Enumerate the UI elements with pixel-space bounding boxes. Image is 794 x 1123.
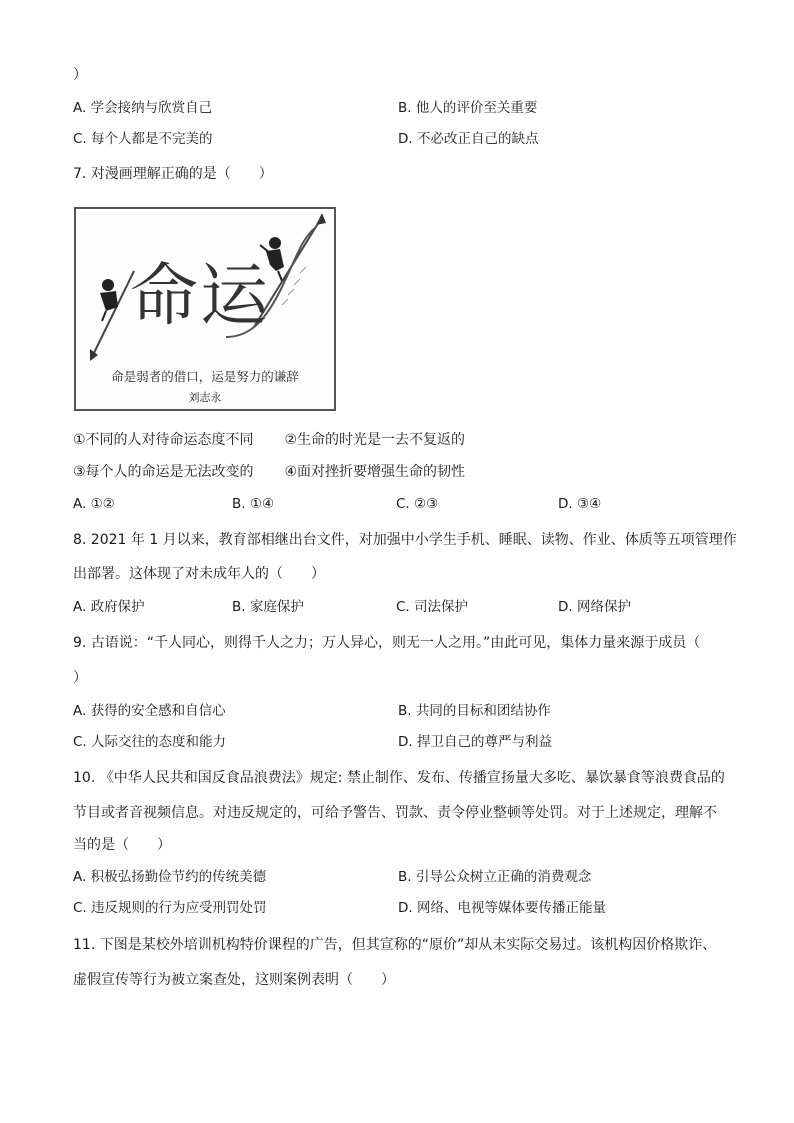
q7-option-a[interactable]: A. ①② — [73, 496, 115, 512]
q10-option-a[interactable]: A. 积极弘扬勤俭节约的传统美德 — [73, 869, 267, 885]
q11-stem-line2: 虚假宣传等行为被立案查处，这则案例表明（ ） — [73, 972, 395, 988]
q7-statement-4: ④面对挫折要增强生命的韧性 — [284, 464, 466, 480]
q8-option-b[interactable]: B. 家庭保护 — [232, 599, 304, 615]
q7-statement-2: ②生命的时光是一去不复返的 — [284, 432, 466, 448]
q8-stem-line2: 出部署。这体现了对未成年人的（ ） — [73, 566, 325, 582]
q9-option-a[interactable]: A. 获得的安全感和自信心 — [73, 703, 226, 719]
q7-stem: 7. 对漫画理解正确的是（ ） — [73, 166, 273, 182]
q9-option-c[interactable]: C. 人际交往的态度和能力 — [73, 734, 227, 750]
q7-cartoon — [74, 207, 336, 411]
q10-option-c[interactable]: C. 违反规则的行为应受刑罚处罚 — [73, 900, 267, 916]
q8-option-d[interactable]: D. 网络保护 — [558, 599, 631, 615]
q10-stem-line1: 10. 《中华人民共和国反食品浪费法》规定: 禁止制作、发布、传播宣扬量大多吃、暴饮暴食等浪费食品的 — [73, 770, 725, 786]
q6-stem-cont: ） — [73, 67, 87, 83]
cartoon-title: 命运 — [130, 257, 271, 336]
q6-option-c[interactable]: C. 每个人都是不完美的 — [73, 131, 213, 147]
q7-statement-3: ③每个人的命运是无法改变的 — [73, 464, 254, 480]
q7-option-c[interactable]: C. ②③ — [396, 496, 439, 512]
sitting-figure-icon — [100, 279, 118, 321]
q7-statement-1: ①不同的人对待命运态度不同 — [73, 432, 254, 448]
hatch-marks — [282, 267, 306, 305]
cartoon-author: 刘志永 — [188, 391, 222, 404]
q7-statement-1-2 — [73, 430, 465, 450]
q6-option-a[interactable]: A. 学会接纳与欣赏自己 — [73, 100, 213, 116]
q10-option-b[interactable]: B. 引导公众树立正确的消费观念 — [398, 869, 592, 885]
rising-arrow-head — [316, 213, 326, 225]
q9-option-b[interactable]: B. 共同的目标和团结协作 — [398, 703, 551, 719]
q7-statement-3-4 — [73, 462, 465, 482]
q8-stem-line1: 8. 2021 年 1 月以来，教育部相继出台文件，对加强中小学生手机、睡眠、读物、作业、体质等五项管理作 — [73, 532, 737, 548]
q10-stem-line3: 当的是（ ） — [73, 837, 171, 853]
q6-option-d[interactable]: D. 不必改正自己的缺点 — [398, 131, 539, 147]
q10-stem-line2: 节目或者音视频信息。对违反规定的，可给予警告、罚款、责令停业整顿等处罚。对于上述规定，理解不 — [73, 805, 717, 821]
q9-stem-line2: ） — [73, 670, 87, 686]
cartoon-caption: 命是弱者的借口，运是努力的谦辞 — [111, 369, 299, 384]
q8-option-c[interactable]: C. 司法保护 — [396, 599, 469, 615]
q9-stem-line1: 9. 古语说：“千人同心，则得千人之力；万人异心，则无一人之用。”由此可见，集体力量来源于成员（ — [73, 635, 701, 651]
q10-option-d[interactable]: D. 网络、电视等媒体要传播正能量 — [398, 900, 606, 916]
q8-option-a[interactable]: A. 政府保护 — [73, 599, 145, 615]
q6-option-b[interactable]: B. 他人的评价至关重要 — [398, 100, 538, 116]
q7-option-d[interactable]: D. ③④ — [558, 496, 602, 512]
q7-option-b[interactable]: B. ①④ — [232, 496, 275, 512]
q11-stem-line1: 11. 下图是某校外培训机构特价课程的广告，但其宣称的“原价”却从未实际交易过。该机构因价格欺诈、 — [73, 937, 717, 953]
q9-option-d[interactable]: D. 捍卫自己的尊严与利益 — [398, 734, 552, 750]
